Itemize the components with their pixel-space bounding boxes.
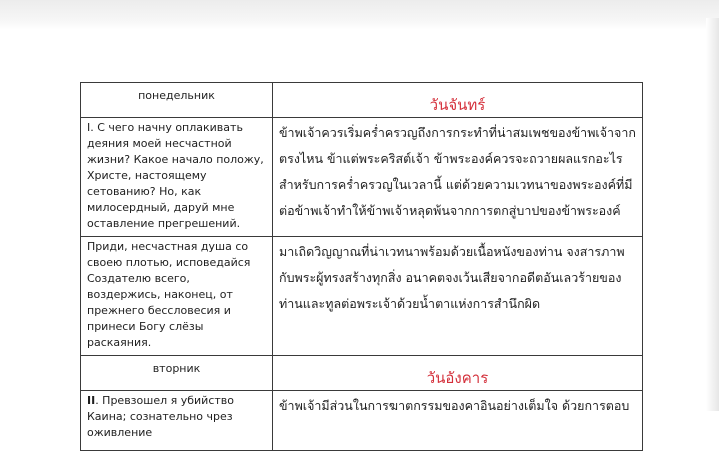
thai-text: มาเถิดวิญญาณที่น่าเวทนาพร้อมด้วยเนื้อหนังของท่าน จงสารภาพกับพระผู้ทรงสร้างทุกสิ่ง อนาคตจงเว้นเสียจากอดีตอันเลวร้ายของท่านและทูลต่อพระเจ้าด้วยน้ำตาแห่งการสำนึกผิด: [279, 244, 625, 311]
russian-cell: [81, 118, 273, 237]
thai-cell: [273, 391, 643, 451]
day-label-ru-tuesday: [81, 356, 273, 391]
russian-cell: [81, 237, 273, 356]
thai-text: ข้าพเจ้าควรเริ่มคร่ำครวญถึงการกระทำที่น่าสมเพชของข้าพเจ้าจากตรงไหน ข้าแต่พระคริสต์เจ้า ข้าพระองค์ควรจะถวายผลแรกอะไรสำหรับการคร่ำครวญในเวลานี้ แต่ด้วยความเวทนาของพระองค์ที่มีต่อข้าพเจ้าทำให้ข้าพเจ้าหลุดพ้นจากการตกสู่บาปของข้าพระองค์: [279, 125, 636, 218]
thai-cell: [273, 237, 643, 356]
day-label-th-monday: [273, 83, 643, 118]
day-th-text: วันอังคาร: [426, 369, 489, 387]
russian-text: Приди, несчастная душа со своею плотью, исповедайся Создателю всего, воздержись, наконец, от прежнего бессловесия и принеси Богу слёзы раскаяния.: [87, 240, 251, 349]
page-right-edge: [706, 18, 719, 411]
page-top-shadow: [0, 0, 719, 82]
table-row: [81, 237, 643, 356]
day-label-ru-monday: [81, 83, 273, 118]
day-ru-text: вторник: [152, 362, 201, 375]
day-label-th-tuesday: [273, 356, 643, 391]
day-th-text: วันจันทร์: [429, 96, 486, 114]
stanza-body: . С чего начну оплакивать деяния моей несчастной жизни? Какое начало положу, Христе, настоящему сетованию? Но, как милосердный, даруй мне оставление прегрешений.: [87, 121, 264, 230]
stanza-body: . Превзошел я убийство Каина; сознательно чрез оживление: [87, 394, 234, 439]
stanza-number: II: [87, 394, 96, 407]
day-ru-text: понедельник: [138, 89, 215, 102]
day-header-row-monday: [81, 83, 643, 118]
stanza-number: I: [87, 121, 91, 134]
thai-cell: [273, 118, 643, 237]
thai-text: ข้าพเจ้ามีส่วนในการฆาตกรรมของคาอินอย่างเต็มใจ ด้วยการตอบ: [279, 398, 630, 413]
russian-text: [81, 118, 272, 236]
table-row: [81, 391, 643, 451]
table-row: [81, 118, 643, 237]
bilingual-prayer-table: [80, 82, 643, 451]
russian-text: [81, 391, 272, 445]
day-header-row-tuesday: [81, 356, 643, 391]
russian-cell: [81, 391, 273, 451]
